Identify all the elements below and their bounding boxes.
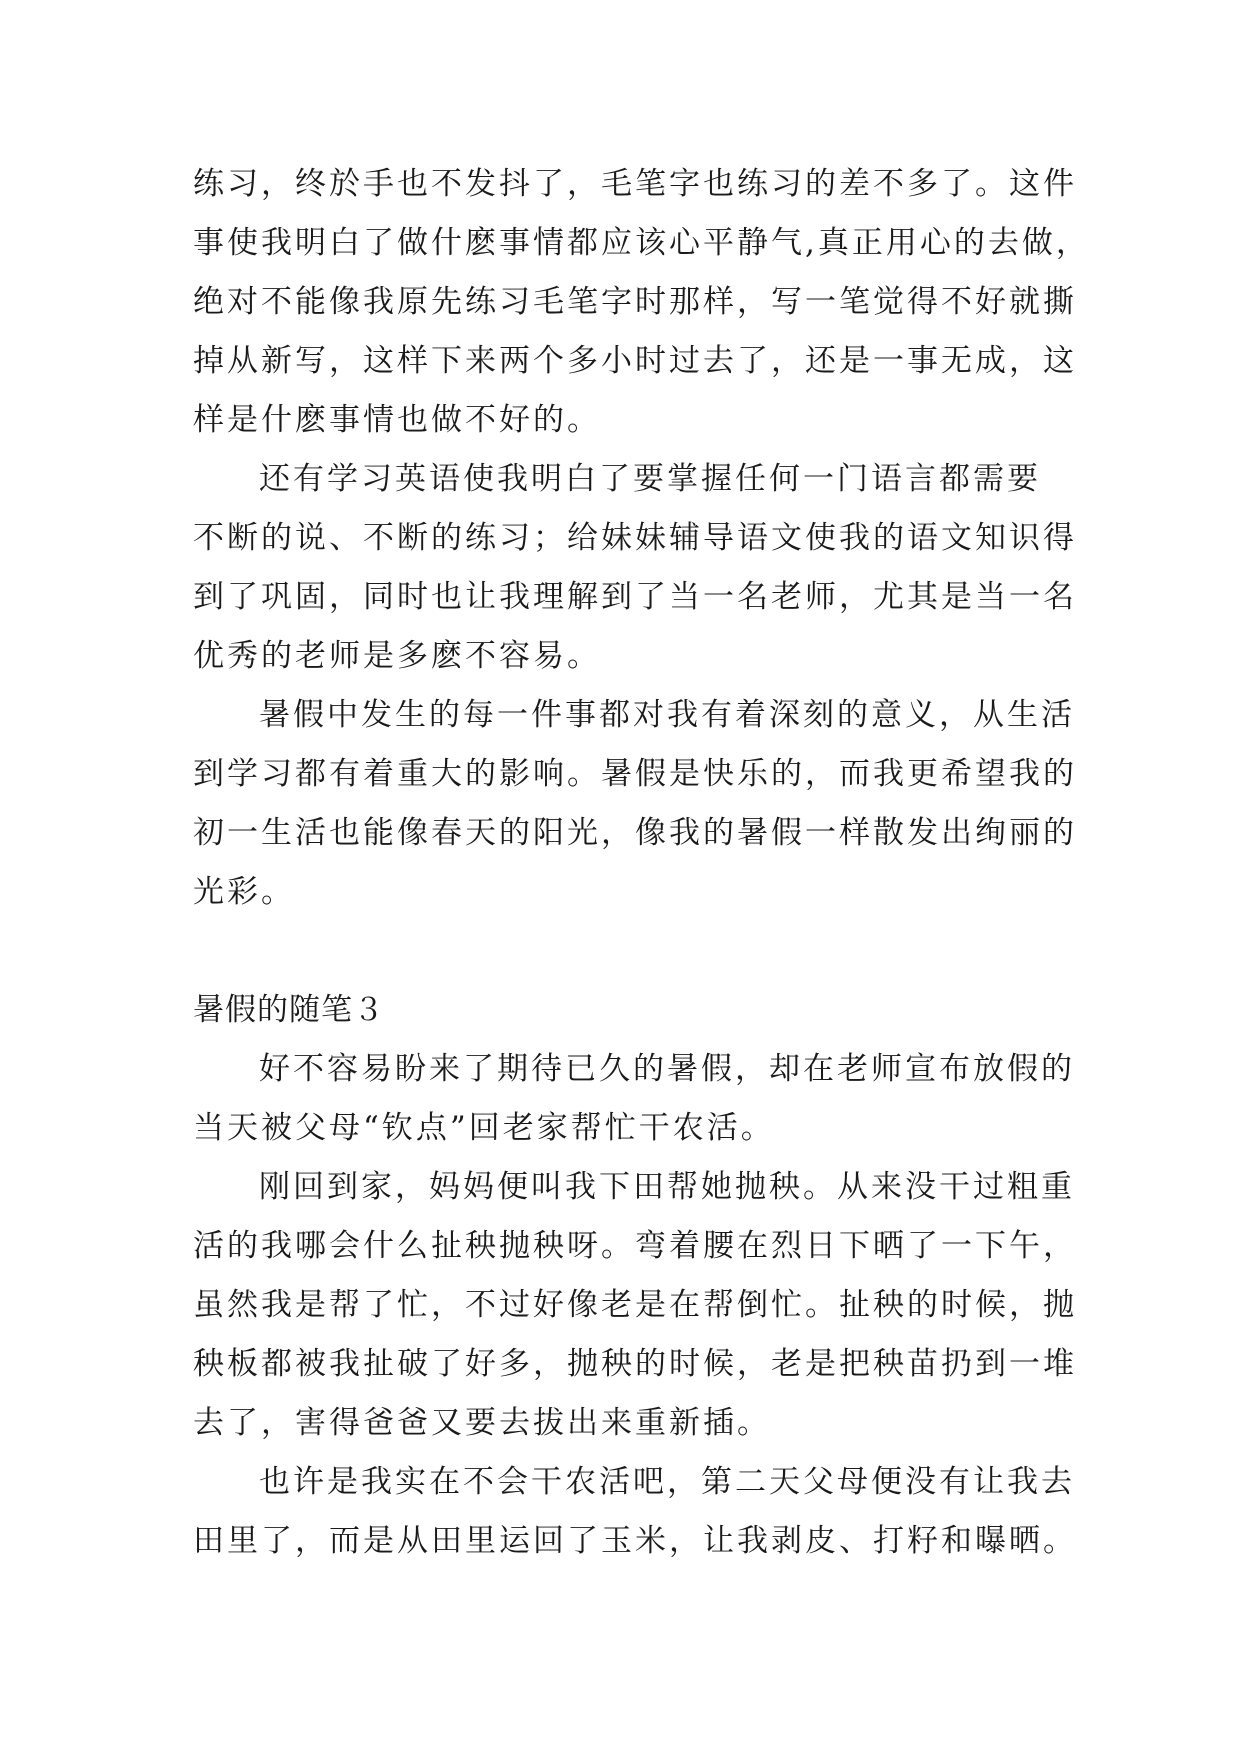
text-line: 暑假中发生的每一件事都对我有着深刻的意义，从生活 <box>259 697 1075 733</box>
text-line: 绝对不能像我原先练习毛笔字时那样，写一笔觉得不好就撕 <box>193 284 1077 320</box>
text-line: 当天被父母“钦点”回老家帮忙干农活。 <box>193 1110 775 1146</box>
paragraph <box>193 1158 1093 1453</box>
text-line: 练习，终於手也不发抖了，毛笔字也练习的差不多了。这件 <box>193 166 1077 202</box>
text-line: 优秀的老师是多麽不容易。 <box>193 638 601 674</box>
text-line: 样是什麽事情也做不好的。 <box>193 402 601 438</box>
text-line: 刚回到家，妈妈便叫我下田帮她抛秧。从来没干过粗重 <box>259 1169 1075 1205</box>
text-line: 好不容易盼来了期待已久的暑假，却在老师宣布放假的 <box>259 1051 1075 1087</box>
section-title: 暑假的随笔３ <box>193 992 385 1028</box>
text-line: 田里了，而是从田里运回了玉米，让我剥皮、打籽和曝晒。 <box>193 1523 1077 1559</box>
text-line: 还有学习英语使我明白了要掌握任何一门语言都需要 <box>259 461 1041 497</box>
text-line: 光彩。 <box>193 874 295 910</box>
text-line: 秧板都被我扯破了好多，抛秧的时候，老是把秧苗扔到一堆 <box>193 1346 1077 1382</box>
text-line: 掉从新写，这样下来两个多小时过去了，还是一事无成，这 <box>193 343 1077 379</box>
paragraph <box>193 1040 1093 1158</box>
text-line: 虽然我是帮了忙，不过好像老是在帮倒忙。扯秧的时候，抛 <box>193 1287 1077 1323</box>
text-line: 初一生活也能像春天的阳光，像我的暑假一样散发出绚丽的 <box>193 815 1077 851</box>
paragraph <box>193 686 1093 922</box>
text-line: 不断的说、不断的练习；给妹妹辅导语文使我的语文知识得 <box>193 520 1077 556</box>
paragraph-spacer <box>193 922 1093 981</box>
paragraph <box>193 155 1093 450</box>
text-line: 事使我明白了做什麽事情都应该心平静气,真正用心的去做， <box>193 225 1090 261</box>
text-line: 去了，害得爸爸又要去拔出来重新插。 <box>193 1405 771 1441</box>
paragraph <box>193 1453 1093 1571</box>
document-body <box>193 155 1093 1571</box>
text-line: 到学习都有着重大的影响。暑假是快乐的，而我更希望我的 <box>193 756 1077 792</box>
text-line: 到了巩固，同时也让我理解到了当一名老师，尤其是当一名 <box>193 579 1077 615</box>
text-line: 也许是我实在不会干农活吧，第二天父母便没有让我去 <box>259 1464 1075 1500</box>
text-line: 活的我哪会什么扯秧抛秧呀。弯着腰在烈日下晒了一下午， <box>193 1228 1077 1264</box>
paragraph <box>193 450 1093 686</box>
